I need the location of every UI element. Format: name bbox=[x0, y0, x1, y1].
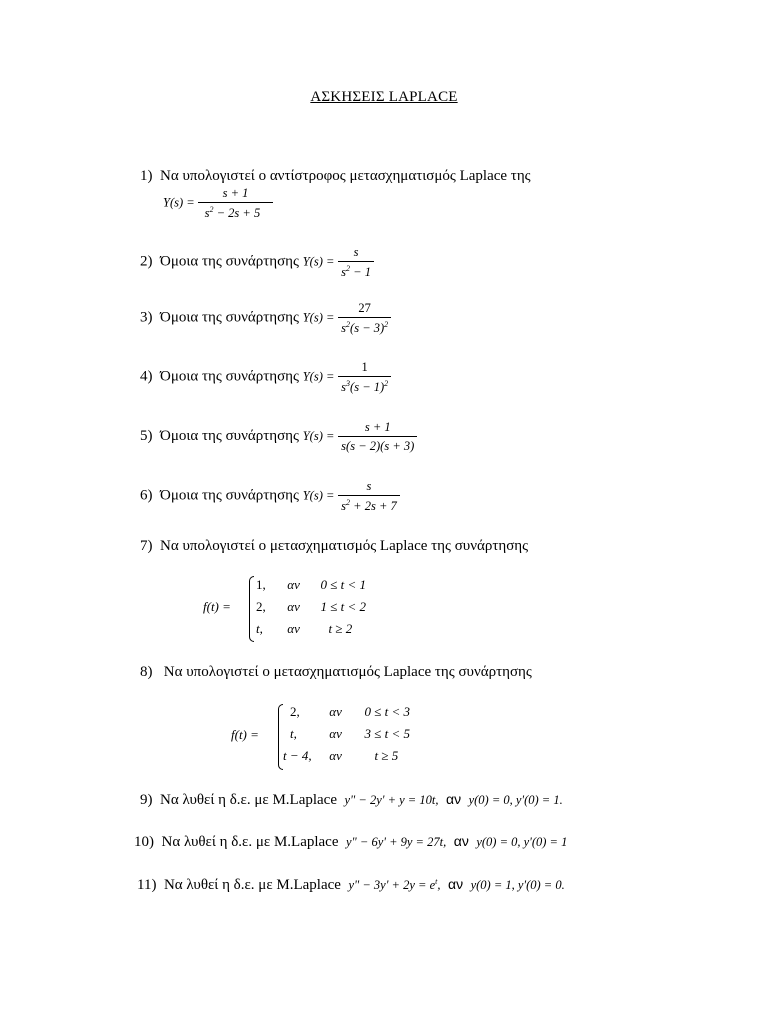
exercise-3-denominator: $s^2(s - 3)^2$ bbox=[338, 317, 391, 335]
exercise-8-number: 8) bbox=[140, 664, 153, 680]
exercise-4-fraction bbox=[338, 361, 391, 393]
exercise-11-an: αν bbox=[447, 876, 464, 892]
exercise-7-brace bbox=[249, 576, 254, 642]
exercise-8-case-1-an: αν bbox=[329, 704, 342, 719]
exercise-4-number: 4) bbox=[140, 368, 153, 385]
exercise-10-text: Να λυθεί η δ.ε. με Μ.Laplace bbox=[161, 834, 339, 850]
exercise-4-lhs: Y(s) = bbox=[302, 369, 335, 384]
exercise-7-number: 7) bbox=[140, 538, 153, 554]
exercise-8-case-3-condition: t ≥ 5 bbox=[374, 748, 399, 763]
exercise-10 bbox=[134, 833, 567, 851]
exercise-11-initial-conditions: y(0) = 1, y'(0) = 0. bbox=[470, 878, 565, 892]
exercise-6-fraction bbox=[338, 480, 400, 512]
exercise-9-initial-conditions: y(0) = 0, y'(0) = 1. bbox=[468, 793, 563, 807]
exercise-11 bbox=[137, 876, 565, 894]
exercise-7-case-2-an: αν bbox=[287, 599, 300, 614]
exercise-6-denominator: $s^2 + 2s + 7$ bbox=[338, 495, 400, 513]
exercise-5 bbox=[140, 421, 417, 452]
exercise-8-case-1-value: 2, bbox=[290, 704, 300, 719]
exercise-7-lhs: f(t) = bbox=[203, 599, 231, 614]
exercise-6-numerator: s bbox=[366, 479, 372, 493]
exercise-9-number: 9) bbox=[140, 792, 153, 808]
exercise-7-case-3 bbox=[256, 621, 352, 637]
exercise-8-case-3-an: αν bbox=[329, 748, 342, 763]
exercise-5-lhs: Y(s) = bbox=[302, 428, 335, 443]
exercise-2-text: Όμοια της συνάρτησης bbox=[160, 253, 299, 270]
exercise-11-text: Να λυθεί η δ.ε. με Μ.Laplace bbox=[163, 877, 341, 893]
exercise-2-denominator: $s^2 - 1$ bbox=[338, 261, 374, 279]
exercise-7-case-2-value: 2, bbox=[256, 599, 266, 614]
exercise-7-case-1-an: αν bbox=[287, 577, 300, 592]
exercise-2-fraction bbox=[338, 246, 374, 278]
exercise-1-formula bbox=[163, 187, 273, 219]
exercise-7-case-1 bbox=[256, 577, 366, 593]
exercise-9-equation: y" − 2y' + y = 10t, bbox=[344, 793, 439, 807]
exercise-1-numerator: s + 1 bbox=[222, 186, 249, 200]
exercise-5-number: 5) bbox=[140, 427, 153, 444]
exercise-6-lhs: Y(s) = bbox=[302, 488, 335, 503]
exercise-4-text: Όμοια της συνάρτησης bbox=[160, 368, 299, 385]
exercise-8-text: Να υπολογιστεί ο μετασχηματισμός Laplace της συνάρτησης bbox=[163, 664, 532, 680]
exercise-2 bbox=[140, 246, 374, 278]
exercise-7-case-1-condition: 0 ≤ t < 1 bbox=[320, 577, 367, 592]
exercise-4-denominator: $s^3(s - 1)^2$ bbox=[338, 376, 391, 394]
exercise-3-text: Όμοια της συνάρτησης bbox=[160, 309, 299, 326]
exercise-8-case-1-condition: 0 ≤ t < 3 bbox=[364, 704, 411, 719]
exercise-8-case-1 bbox=[290, 704, 410, 720]
exercise-5-fraction bbox=[338, 421, 417, 452]
exercise-11-equation: y" − $3y' + 2y = e^t$, bbox=[348, 877, 441, 892]
exercise-10-equation: y" − 6y' + 9y = 27t, bbox=[346, 835, 447, 849]
exercise-3 bbox=[140, 302, 391, 334]
exercise-2-number: 2) bbox=[140, 253, 153, 270]
exercise-4 bbox=[140, 361, 391, 393]
exercise-1-lhs: Y(s) = bbox=[163, 195, 195, 210]
exercise-7-case-3-an: αν bbox=[287, 621, 300, 636]
page-title: ΑΣΚΗΣΕΙΣ LAPLACE bbox=[310, 89, 458, 105]
exercise-1-number: 1) bbox=[140, 168, 153, 184]
exercise-7 bbox=[140, 538, 528, 555]
exercise-2-lhs: Y(s) = bbox=[302, 254, 335, 269]
exercise-7-case-3-condition: t ≥ 2 bbox=[328, 621, 353, 636]
exercise-1-text: Να υπολογιστεί ο αντίστροφος μετασχηματισμός Laplace της bbox=[160, 168, 531, 184]
exercise-8-case-3-value: t − 4, bbox=[283, 748, 312, 763]
exercise-9 bbox=[140, 791, 563, 809]
exercise-5-denominator: s(s − 2)(s + 3) bbox=[338, 436, 417, 453]
exercise-8-case-2-condition: 3 ≤ t < 5 bbox=[364, 726, 411, 741]
exercise-8-lhs: f(t) = bbox=[231, 727, 259, 742]
exercise-10-initial-conditions: y(0) = 0, y'(0) = 1 bbox=[476, 835, 568, 849]
exercise-8 bbox=[140, 664, 532, 681]
exercise-10-number: 10) bbox=[134, 834, 154, 850]
exercise-8-case-3 bbox=[283, 748, 398, 764]
exercise-8-case-2-value: t, bbox=[290, 726, 297, 741]
exercise-9-an: αν bbox=[445, 791, 462, 807]
exercise-7-case-1-value: 1, bbox=[256, 577, 266, 592]
exercise-8-case-2-an: αν bbox=[329, 726, 342, 741]
exercise-1 bbox=[140, 168, 531, 185]
exercise-10-an: αν bbox=[453, 833, 469, 849]
exercise-1-fraction bbox=[198, 187, 272, 219]
exercise-7-case-2 bbox=[256, 599, 366, 615]
exercise-7-case-2-condition: 1 ≤ t < 2 bbox=[320, 599, 367, 614]
exercise-6-text: Όμοια της συνάρτησης bbox=[160, 487, 299, 504]
exercise-6-number: 6) bbox=[140, 487, 153, 504]
exercise-7-case-3-value: t, bbox=[256, 621, 263, 636]
exercise-7-text: Να υπολογιστεί ο μετασχηματισμός Laplace της συνάρτησης bbox=[160, 538, 529, 554]
exercise-3-number: 3) bbox=[140, 309, 153, 326]
exercise-3-numerator: 27 bbox=[358, 301, 371, 315]
exercise-3-lhs: Y(s) = bbox=[302, 310, 335, 325]
exercise-11-number: 11) bbox=[137, 877, 157, 893]
exercise-5-numerator: s + 1 bbox=[364, 420, 391, 434]
exercise-2-numerator: s bbox=[353, 245, 359, 259]
exercise-1-denominator: $s^2 - 2s + 5$ bbox=[198, 202, 272, 220]
exercise-4-numerator: 1 bbox=[361, 360, 368, 374]
exercise-9-text: Να λυθεί η δ.ε. με Μ.Laplace bbox=[160, 792, 337, 808]
exercise-5-text: Όμοια της συνάρτησης bbox=[160, 427, 299, 444]
exercise-6 bbox=[140, 480, 400, 512]
exercise-3-fraction bbox=[338, 302, 391, 334]
exercise-8-case-2 bbox=[290, 726, 410, 742]
